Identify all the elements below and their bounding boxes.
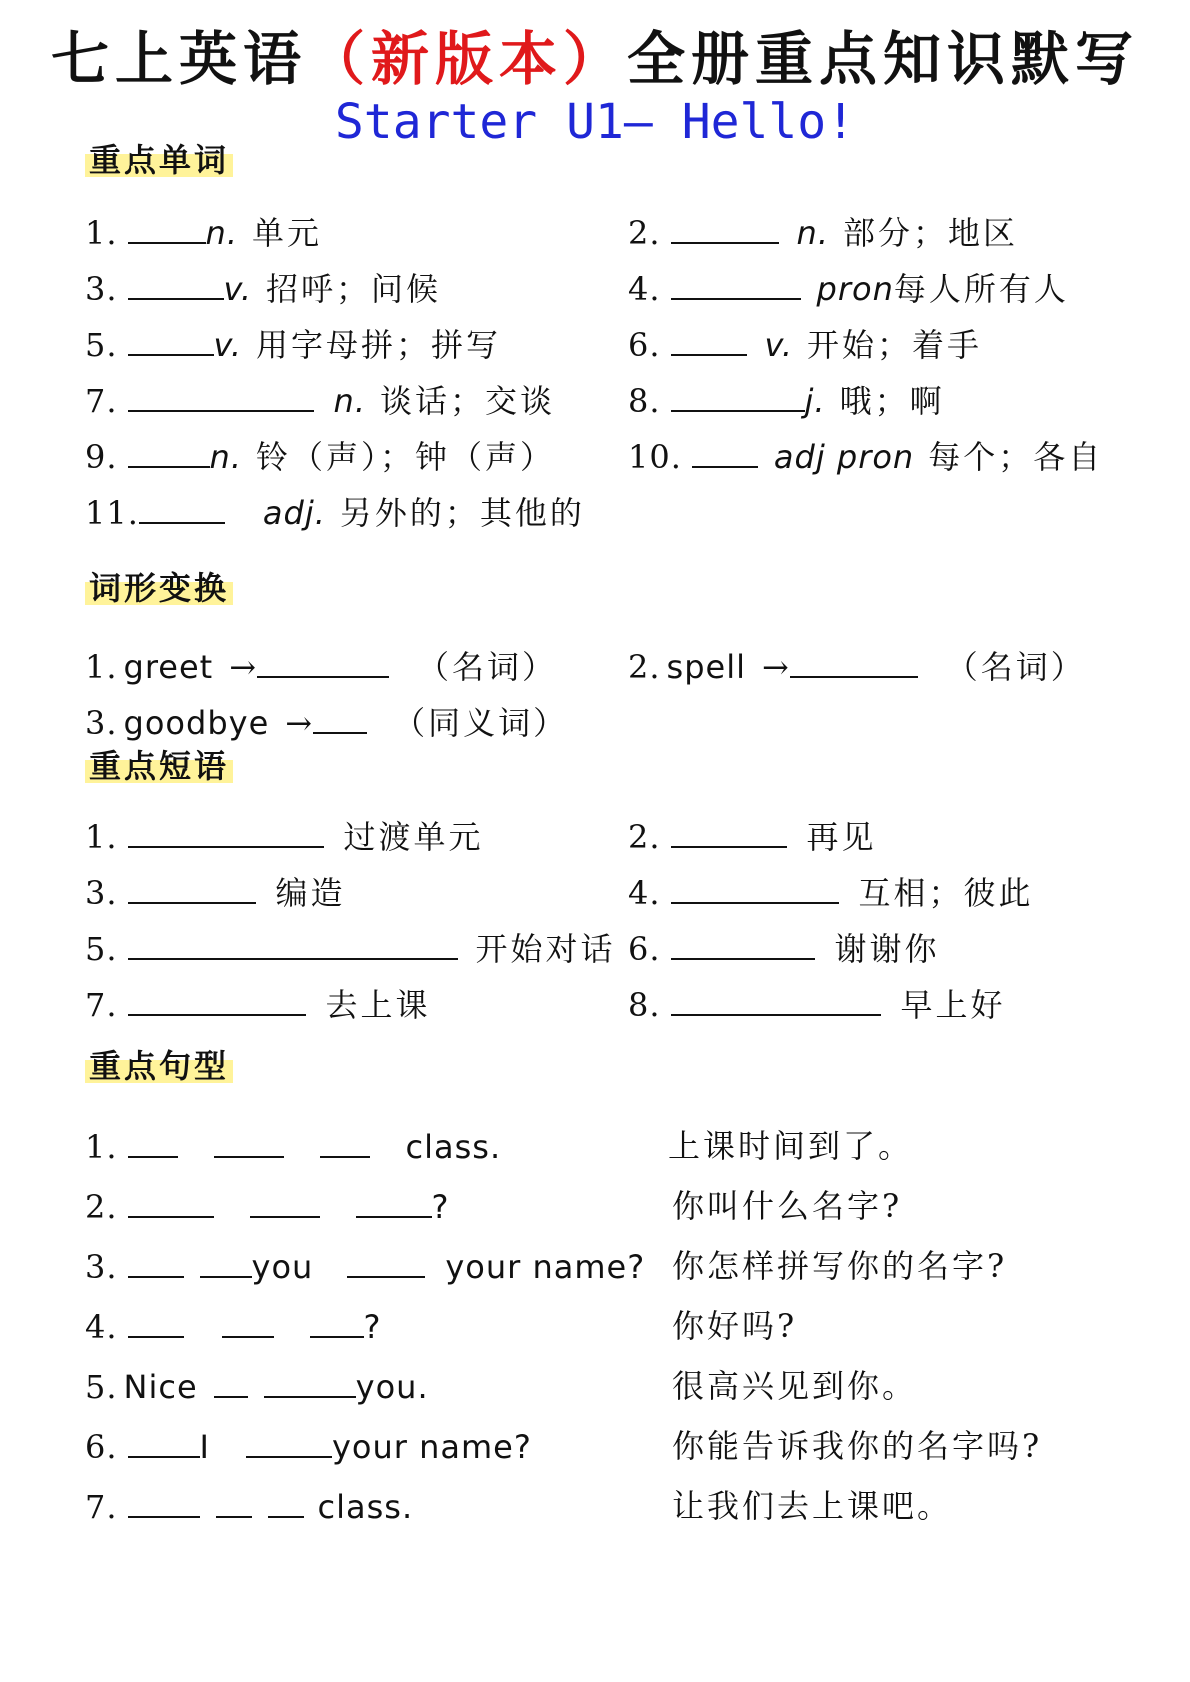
answer-blank[interactable] [250,1186,320,1218]
transform-note: （名词） [945,648,1086,686]
word-item [628,268,1069,309]
sentence-translation [668,1126,913,1166]
word-meaning: 部分；地区 [842,214,1018,252]
word-item [85,380,555,421]
answer-blank[interactable] [671,324,747,356]
phrase-item [628,872,1034,913]
page-subtitle: Starter U1— Hello! [334,94,856,150]
answer-blank[interactable] [200,1246,252,1278]
item-number: 3. [85,874,118,912]
title-highlight: （新版本） [306,25,627,93]
item-number: 3. [85,1248,118,1286]
sentence-text: ? [431,1188,450,1226]
answer-blank[interactable] [128,816,324,848]
word-meaning: 铃（声）；钟（声） [255,438,555,476]
word-meaning: 哦；啊 [839,382,945,420]
phrase-meaning: 早上好 [900,986,1006,1024]
transform-item [628,646,1086,687]
arrow: → [761,648,790,686]
item-number: 1. [85,1128,118,1166]
answer-blank[interactable] [128,268,224,300]
answer-blank[interactable] [128,1486,200,1518]
phrase-item [85,928,616,969]
item-number: 10. [628,438,682,476]
part-of-speech: n. [205,214,238,252]
answer-blank[interactable] [128,928,458,960]
sentence-item [85,1366,429,1407]
item-number: 2. [628,214,661,252]
word-item [85,212,322,253]
transform-item [85,702,568,743]
phrase-meaning: 再见 [806,818,877,856]
item-number: 2. [628,818,661,856]
answer-blank[interactable] [347,1246,425,1278]
translation-text: 让我们去上课吧。 [672,1487,953,1525]
title-prefix: 七上英语 [50,25,307,93]
phrase-meaning: 过渡单元 [343,818,484,856]
section-heading-sentences: 重点句型 [85,1046,233,1086]
answer-blank[interactable] [216,1486,252,1518]
item-number: 5. [85,1368,118,1406]
phrase-item [85,984,431,1025]
phrase-item [85,872,346,913]
sentence-text: class. [405,1128,502,1166]
translation-text: 你怎样拼写你的名字? [672,1247,1008,1285]
phrase-meaning: 谢谢你 [834,930,940,968]
arrow: → [229,648,258,686]
answer-blank[interactable] [128,1126,178,1158]
word-meaning: 每个；各自 [928,438,1104,476]
part-of-speech: n. [209,438,242,476]
answer-blank[interactable] [310,1306,364,1338]
transform-item [85,646,557,687]
word-item [85,268,441,309]
item-number: 8. [628,382,661,420]
sentence-item [85,1426,532,1467]
word-item [85,436,555,477]
answer-blank[interactable] [671,268,801,300]
answer-blank[interactable] [268,1486,304,1518]
word-item [85,492,585,533]
answer-blank[interactable] [671,212,779,244]
item-number: 2. [85,1188,118,1226]
word-item [628,324,982,365]
sentence-text: Nice [123,1368,198,1406]
answer-blank[interactable] [222,1306,274,1338]
item-number: 3. [85,270,118,308]
item-number: 1. [85,648,118,686]
sentence-item [85,1246,645,1287]
sentence-translation [672,1366,917,1406]
item-number: 4. [628,270,661,308]
item-number: 7. [85,382,118,420]
sentence-translation [672,1306,797,1346]
sentence-text: your name? [445,1248,646,1286]
answer-blank[interactable] [671,872,839,904]
part-of-speech: j. [804,382,826,420]
translation-text: 你能告诉我你的名字吗? [672,1427,1043,1465]
part-of-speech: v. [213,326,243,364]
answer-blank[interactable] [692,436,758,468]
sentence-item [85,1306,382,1347]
phrase-meaning: 去上课 [325,986,431,1024]
sentence-text: class. [317,1488,414,1526]
answer-blank[interactable] [214,1366,248,1398]
item-number: 2. [628,648,661,686]
word-meaning: 每人所有人 [893,270,1069,308]
sentence-text: I [199,1428,210,1466]
item-number: 6. [628,326,661,364]
item-number: 5. [85,930,118,968]
part-of-speech: v. [223,270,253,308]
answer-blank[interactable] [671,816,787,848]
item-number: 4. [85,1308,118,1346]
answer-blank[interactable] [128,212,206,244]
translation-text: 上课时间到了。 [668,1127,914,1165]
answer-blank[interactable] [264,1366,356,1398]
sentence-translation [672,1186,902,1226]
answer-blank[interactable] [128,1246,184,1278]
page-title [0,22,1190,96]
item-number: 4. [628,874,661,912]
answer-blank[interactable] [246,1426,332,1458]
part-of-speech: n. [796,214,829,252]
phrase-item [628,816,877,857]
sentence-translation [672,1486,952,1526]
base-word: goodbye [123,704,270,742]
part-of-speech: adj pron [773,438,915,476]
sentence-translation [672,1426,1042,1466]
item-number: 6. [85,1428,118,1466]
base-word: spell [666,648,746,686]
item-number: 6. [628,930,661,968]
item-number: 3. [85,704,118,742]
answer-blank[interactable] [257,646,389,678]
item-number: 5. [85,326,118,364]
item-number: 9. [85,438,118,476]
answer-blank[interactable] [671,380,805,412]
answer-blank[interactable] [128,872,256,904]
section-heading-phrases: 重点短语 [85,746,233,786]
section-heading-transform: 词形变换 [85,568,233,608]
word-meaning: 另外的；其他的 [339,494,585,532]
answer-blank[interactable] [671,984,881,1016]
transform-note: （名词） [417,648,558,686]
word-meaning: 用字母拼；拼写 [256,326,502,364]
sentence-text: you [251,1248,314,1286]
answer-blank[interactable] [128,984,306,1016]
base-word: greet [123,648,214,686]
item-number: 7. [85,1488,118,1526]
word-meaning: 谈话；交谈 [379,382,555,420]
item-number: 1. [85,214,118,252]
answer-blank[interactable] [128,1306,184,1338]
sentence-item [85,1126,501,1167]
word-meaning: 单元 [251,214,322,252]
word-meaning: 开始；着手 [807,326,983,364]
answer-blank[interactable] [320,1126,370,1158]
answer-blank[interactable] [128,1186,214,1218]
translation-text: 你叫什么名字? [672,1187,903,1225]
part-of-speech: pron [816,270,894,308]
answer-blank[interactable] [214,1126,284,1158]
phrase-meaning: 编造 [275,874,346,912]
answer-blank[interactable] [128,1426,200,1458]
part-of-speech: n. [333,382,366,420]
word-item [85,324,501,365]
sentence-text: ? [363,1308,382,1346]
answer-blank[interactable] [313,702,367,734]
sentence-item [85,1486,413,1527]
translation-text: 你好吗? [672,1307,798,1345]
answer-blank[interactable] [671,928,815,960]
word-item [628,380,945,421]
translation-text: 很高兴见到你。 [672,1367,918,1405]
item-number: 8. [628,986,661,1024]
section-heading-words: 重点单词 [85,140,233,180]
phrase-meaning: 互相；彼此 [858,874,1034,912]
answer-blank[interactable] [128,436,210,468]
phrase-meaning: 开始对话 [475,930,616,968]
transform-note: （同义词） [393,704,569,742]
part-of-speech: v. [764,326,794,364]
sentence-item [85,1186,450,1227]
part-of-speech: adj. [262,494,326,532]
word-item [628,436,1103,477]
phrase-item [628,984,1006,1025]
word-meaning: 招呼；问候 [266,270,442,308]
phrase-item [85,816,484,857]
answer-blank[interactable] [790,646,918,678]
item-number: 7. [85,986,118,1024]
answer-blank[interactable] [139,492,225,524]
item-number: 11. [85,494,139,532]
title-suffix: 全册重点知识默写 [627,25,1140,93]
answer-blank[interactable] [128,324,214,356]
sentence-translation [672,1246,1007,1286]
item-number: 1. [85,818,118,856]
word-item [628,212,1018,253]
phrase-item [628,928,940,969]
answer-blank[interactable] [128,380,314,412]
answer-blank[interactable] [356,1186,432,1218]
arrow: → [285,704,314,742]
sentence-text: your name? [331,1428,532,1466]
sentence-text: you. [355,1368,429,1406]
